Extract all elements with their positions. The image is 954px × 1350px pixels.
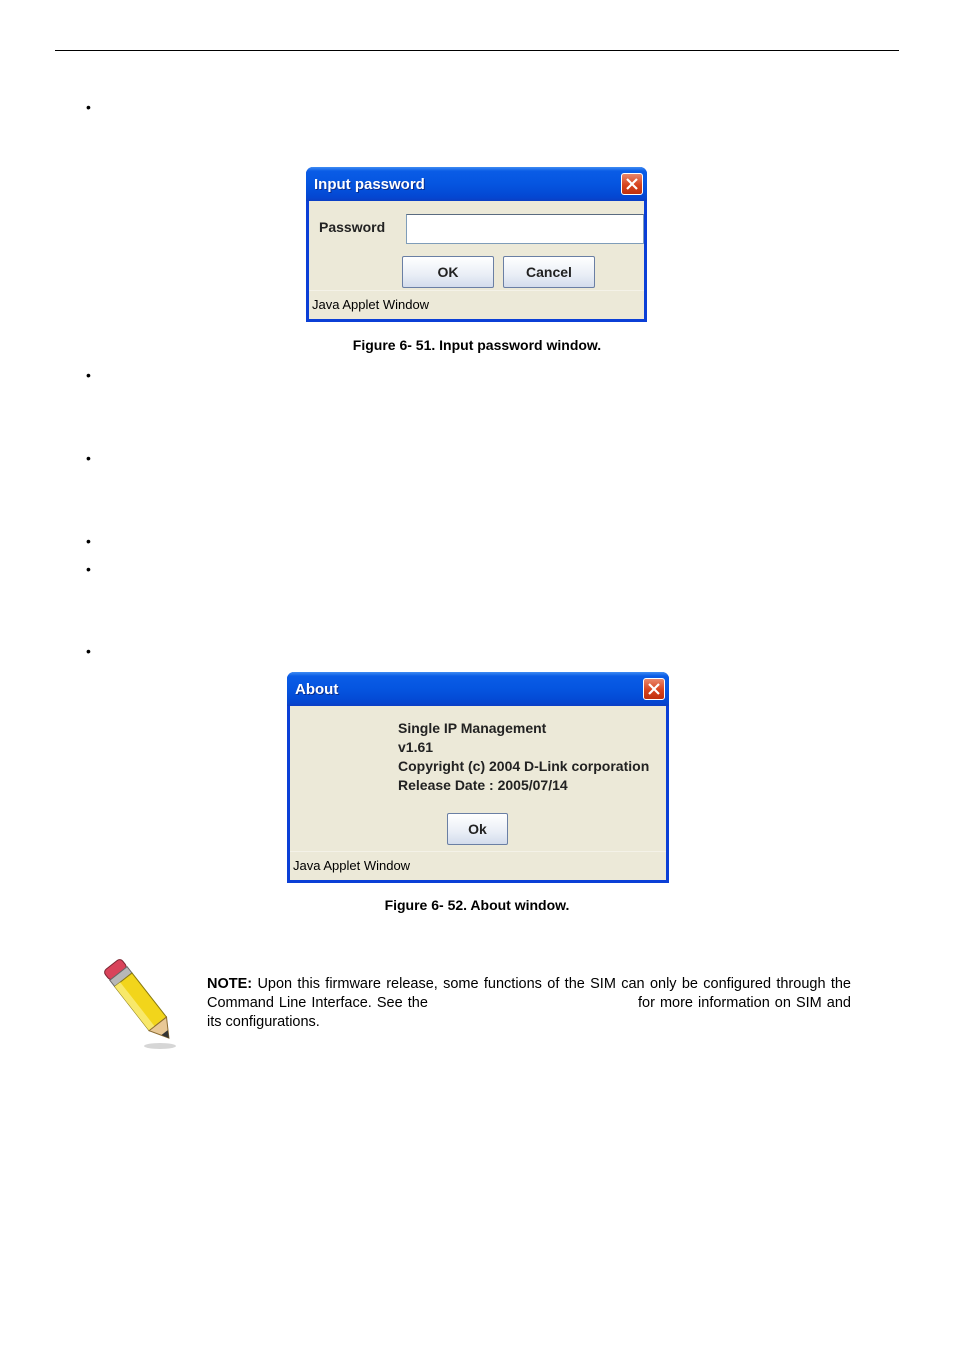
cancel-button[interactable]: Cancel [503,256,595,288]
copyright: Copyright (c) 2004 D-Link corporation [398,758,650,774]
applet-status: Java Applet Window [309,290,644,319]
note-label: NOTE: [207,976,253,992]
release-date: Release Date : 2005/07/14 [398,777,568,793]
dialog-body [290,706,666,852]
product-name: Single IP Management [398,720,547,736]
figure-caption-1: Figure 6- 51. Input password window. [352,337,602,353]
close-button[interactable] [643,678,665,700]
bullet-5: • [86,561,91,577]
bullet-3: • [86,450,91,466]
ok-button[interactable]: Ok [447,813,508,845]
bullet-2: • [86,367,91,383]
note-text-b: for more information on SIM and its configurations. [207,995,851,1030]
title-bar[interactable] [287,672,669,706]
applet-status: Java Applet Window [290,851,666,880]
close-button[interactable] [621,173,643,195]
input-password-window [306,167,647,322]
header-rule [55,50,899,51]
bullet-4: • [86,533,91,549]
figure-caption-2: Figure 6- 52. About window. [384,897,570,913]
note-text [207,975,851,1032]
bullet-6: • [86,643,91,659]
note-text-a: Upon this firmware release, some functions of the SIM can only be configured through the Command Line Interface. See the [207,976,851,1011]
close-icon [648,683,660,695]
title-bar[interactable] [306,167,647,201]
password-input[interactable] [406,214,644,244]
ok-button[interactable]: OK [402,256,494,288]
version: v1.61 [398,739,434,755]
window-title: About [295,681,339,698]
about-window [287,672,669,883]
bullet-1: • [86,99,91,115]
pencil-icon [100,952,184,1052]
password-label: Password [319,219,386,235]
window-title: Input password [314,176,425,193]
close-icon [626,178,638,190]
